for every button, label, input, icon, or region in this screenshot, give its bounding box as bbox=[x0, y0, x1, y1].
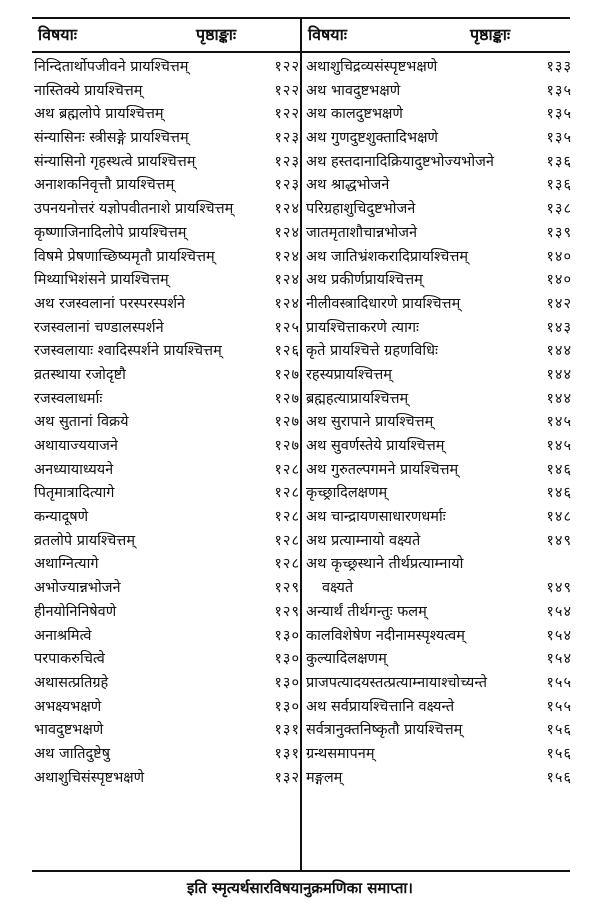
entry-page-number: १२३ bbox=[274, 153, 300, 170]
entry-title: ग्रन्थसमापनम् bbox=[306, 745, 375, 762]
index-entry bbox=[306, 696, 572, 720]
index-entry bbox=[34, 127, 300, 151]
index-entry bbox=[306, 246, 572, 270]
entry-page-number: १४२ bbox=[546, 295, 572, 312]
table-bottom-rule bbox=[32, 870, 570, 872]
entry-page-number: १५५ bbox=[546, 674, 572, 691]
index-entry bbox=[34, 672, 300, 696]
index-entry bbox=[306, 222, 572, 246]
entry-title: अथ गुणदुष्टशुक्तादिभक्षणे bbox=[306, 130, 438, 147]
entry-title: रजस्वलानां चण्डालस्पर्शने bbox=[34, 319, 164, 336]
entry-page-number: १३६ bbox=[546, 153, 572, 170]
index-entry bbox=[34, 435, 300, 459]
entry-page-number: १२३ bbox=[274, 177, 300, 194]
entry-page-number: १३५ bbox=[546, 130, 572, 147]
entry-page-number: १४४ bbox=[546, 390, 572, 407]
index-entry bbox=[34, 743, 300, 767]
index-entry bbox=[306, 151, 572, 175]
index-entry bbox=[306, 317, 572, 341]
entry-title: अथ भावदुष्टभक्षणे bbox=[306, 82, 401, 99]
entry-page-number: १२४ bbox=[274, 201, 300, 218]
index-entry bbox=[34, 269, 300, 293]
index-entry bbox=[34, 174, 300, 198]
entry-title: प्राजपत्यादयस्तत्प्रत्याम्नायाश्चोच्यन्ते bbox=[306, 674, 488, 691]
index-entry bbox=[306, 553, 572, 577]
entry-title: अथ कृच्छ्रस्थाने तीर्थप्रत्याम्नायो bbox=[306, 556, 464, 573]
index-entry bbox=[34, 56, 300, 80]
index-entry bbox=[34, 601, 300, 625]
index-entry bbox=[34, 293, 300, 317]
entry-page-number: १२२ bbox=[274, 59, 300, 75]
entry-page-number: १२८ bbox=[274, 532, 300, 549]
entry-page-number: १४९ bbox=[546, 532, 572, 549]
entry-title: अथ प्रकीर्णप्रायश्चित्तम् bbox=[306, 272, 423, 289]
entry-title: अथ कालदुष्टभक्षणे bbox=[306, 106, 403, 123]
index-entry bbox=[306, 364, 572, 388]
entry-title: अनाशकनिवृत्तौ प्रायश्चित्तम् bbox=[34, 177, 175, 194]
index-entry bbox=[306, 198, 572, 222]
entry-page-number: १४० bbox=[546, 248, 572, 265]
index-entry bbox=[34, 246, 300, 270]
entry-page-number: १२५ bbox=[274, 319, 300, 336]
index-entry bbox=[306, 577, 572, 601]
entry-title: रहस्यप्रायश्चित्तम् bbox=[306, 366, 392, 383]
entry-title: मङ्गलम् bbox=[306, 769, 343, 786]
entry-title: अथ सर्वप्रायश्चित्तानि वक्ष्यन्ते bbox=[306, 698, 455, 715]
entry-page-number: १४४ bbox=[546, 343, 572, 360]
index-entry bbox=[306, 411, 572, 435]
entry-title: अथ सुरापाने प्रायश्चित्तम् bbox=[306, 414, 434, 431]
entry-title: रजस्वलायाः श्वादिस्पर्शने प्रायश्चित्तम् bbox=[34, 343, 222, 360]
index-entry bbox=[306, 127, 572, 151]
entry-title: जातमृताशौचान्नभोजने bbox=[306, 224, 418, 241]
entry-page-number: १४६ bbox=[546, 461, 572, 478]
entry-page-number: १४९ bbox=[546, 580, 572, 597]
index-entry bbox=[34, 553, 300, 577]
index-entry bbox=[306, 648, 572, 672]
entry-title: विषमे प्रेषणाच्छिष्यमृतौ प्रायश्चित्तम् bbox=[34, 248, 215, 265]
index-entry bbox=[34, 222, 300, 246]
entry-title: अनाश्रमित्वे bbox=[34, 627, 92, 644]
entry-title: प्रायश्चित्ताकरणे त्यागः bbox=[306, 319, 419, 336]
entry-title: परपाकरुचित्वे bbox=[34, 651, 105, 668]
index-entry bbox=[306, 103, 572, 127]
entry-page-number: १२२ bbox=[274, 82, 300, 99]
entry-title: नास्तिक्ये प्रायश्चित्तम् bbox=[34, 82, 143, 99]
entry-title: अथाग्नित्यागे bbox=[34, 556, 99, 573]
index-entry bbox=[306, 459, 572, 483]
entry-title: हीनयोनिनिषेवणे bbox=[34, 603, 117, 620]
entry-page-number: १५६ bbox=[546, 769, 572, 786]
index-entry bbox=[34, 648, 300, 672]
entry-page-number: १२३ bbox=[274, 130, 300, 147]
index-entry bbox=[34, 388, 300, 412]
entry-page-number: १३० bbox=[274, 674, 300, 691]
entry-page-number: १४४ bbox=[546, 366, 572, 383]
entry-title: अथ जातिभ्रंशकरादिप्रायश्चित्तम् bbox=[306, 248, 469, 265]
entry-title: कृष्णाजिनादिलोपे प्रायश्चित्तम् bbox=[34, 224, 187, 241]
index-entry bbox=[306, 80, 572, 104]
entry-page-number: १२४ bbox=[274, 295, 300, 312]
entry-page-number: १२८ bbox=[274, 485, 300, 502]
index-entry bbox=[34, 103, 300, 127]
entry-title: संन्यासिनो गृहस्थत्वे प्रायश्चित्तम् bbox=[34, 153, 196, 170]
index-entry bbox=[306, 601, 572, 625]
entry-title: अथ सुवर्णस्तेये प्रायश्चित्तम् bbox=[306, 438, 445, 454]
index-entry bbox=[34, 340, 300, 364]
entry-page-number: १२८ bbox=[274, 556, 300, 573]
index-entry bbox=[306, 625, 572, 649]
entry-page-number: १२८ bbox=[274, 461, 300, 478]
entry-page-number: १३८ bbox=[546, 201, 572, 218]
entry-title: अभोज्यान्नभोजने bbox=[34, 580, 121, 597]
entry-title: अथ चान्द्रायणसाधारणधर्माः bbox=[306, 509, 446, 526]
entry-title: अथ जातिदुष्टेषु bbox=[34, 745, 111, 762]
index-entry bbox=[34, 767, 300, 791]
index-entry bbox=[306, 767, 572, 791]
entry-page-number: १५४ bbox=[546, 603, 572, 620]
index-entry bbox=[306, 506, 572, 530]
index-entry bbox=[306, 672, 572, 696]
entry-page-number: १५६ bbox=[546, 745, 572, 762]
right-subject-heading: विषयाः bbox=[308, 25, 347, 44]
index-entry bbox=[34, 364, 300, 388]
entry-page-number: १२७ bbox=[274, 414, 300, 431]
entry-title: रजस्वलाधर्माः bbox=[34, 390, 103, 407]
entry-title: अथ गुरुतल्पगमने प्रायश्चित्तम् bbox=[306, 461, 459, 478]
index-entry bbox=[306, 56, 572, 80]
entry-page-number: १३५ bbox=[546, 106, 572, 123]
left-column bbox=[34, 56, 300, 790]
left-page-heading: पृष्ठाङ्काः bbox=[196, 25, 237, 44]
index-entry bbox=[306, 269, 572, 293]
entry-page-number: १३१ bbox=[274, 745, 300, 762]
entry-page-number: १४५ bbox=[546, 414, 572, 431]
entry-page-number: १४६ bbox=[546, 485, 572, 502]
entry-page-number: १२६ bbox=[274, 343, 300, 360]
index-entry bbox=[34, 482, 300, 506]
entry-page-number: १५६ bbox=[546, 722, 572, 739]
index-entry bbox=[306, 340, 572, 364]
left-subject-heading: विषयाः bbox=[38, 25, 77, 44]
index-entry bbox=[34, 625, 300, 649]
index-entry bbox=[34, 80, 300, 104]
index-entry bbox=[306, 482, 572, 506]
entry-page-number: १३६ bbox=[546, 177, 572, 194]
entry-page-number: १४३ bbox=[546, 319, 572, 336]
entry-title: ब्रह्महत्याप्रायश्चित्तम् bbox=[306, 390, 409, 407]
index-entry bbox=[306, 743, 572, 767]
entry-title: अथाशुचिसंस्पृष्टभक्षणे bbox=[34, 769, 145, 786]
entry-title: भावदुष्टभक्षणे bbox=[34, 722, 104, 739]
entry-page-number: १२७ bbox=[274, 438, 300, 454]
entry-title: अनध्यायाध्ययने bbox=[34, 461, 114, 478]
entry-title: परिग्रहाशुचिदुष्टभोजने bbox=[306, 201, 416, 218]
index-entry bbox=[34, 530, 300, 554]
entry-page-number: १२९ bbox=[274, 580, 300, 597]
entry-page-number: १२८ bbox=[274, 509, 300, 526]
entry-page-number: १३० bbox=[274, 698, 300, 715]
right-page-heading: पृष्ठाङ्काः bbox=[470, 25, 511, 44]
entry-title: अथाशुचिद्रव्यसंस्पृष्टभक्षणे bbox=[306, 59, 438, 75]
entry-title: व्रतलोपे प्रायश्चित्तम् bbox=[34, 532, 135, 549]
entry-title: पितृमात्रादित्यागे bbox=[34, 485, 115, 502]
entry-page-number: १२७ bbox=[274, 366, 300, 383]
index-entry bbox=[34, 411, 300, 435]
index-entry bbox=[306, 388, 572, 412]
entry-title: संन्यासिनः स्त्रीसङ्गे प्रायश्चित्तम् bbox=[34, 130, 189, 147]
entry-page-number: १२७ bbox=[274, 390, 300, 407]
index-entry bbox=[34, 198, 300, 222]
entry-title: अभक्ष्यभक्षणे bbox=[34, 698, 102, 715]
entry-title: अथ प्रत्याम्नायो वक्ष्यते bbox=[306, 532, 421, 549]
entry-page-number: १५४ bbox=[546, 627, 572, 644]
index-entry bbox=[34, 696, 300, 720]
entry-page-number: १३० bbox=[274, 651, 300, 668]
closing-line: इति स्मृत्यर्थसारविषयानुक्रमणिका समाप्ता। bbox=[186, 879, 413, 897]
entry-title: अथायाज्ययाजने bbox=[34, 438, 118, 454]
entry-title: वक्ष्यते bbox=[322, 580, 354, 597]
entry-title: कृच्छ्रादिलक्षणम् bbox=[306, 485, 388, 502]
entry-title: व्रतस्थाया रजोदृष्टौ bbox=[34, 366, 126, 383]
entry-title: मिथ्याभिशंसने प्रायश्चित्तम् bbox=[34, 272, 169, 289]
index-entry bbox=[306, 719, 572, 743]
entry-page-number: १३५ bbox=[546, 82, 572, 99]
entry-title: अन्यार्थं तीर्थगन्तुः फलम् bbox=[306, 603, 427, 620]
entry-page-number: १३० bbox=[274, 627, 300, 644]
entry-title: अथ सुतानां विक्रये bbox=[34, 414, 129, 431]
entry-title: कृते प्रायश्चित्ते ग्रहणविधिः bbox=[306, 343, 438, 360]
entry-title: कुल्यादिलक्षणम् bbox=[306, 651, 387, 668]
index-entry bbox=[306, 435, 572, 459]
entry-page-number: १२४ bbox=[274, 224, 300, 241]
column-divider bbox=[300, 17, 302, 870]
entry-title: अथ श्राद्धभोजने bbox=[306, 177, 390, 194]
entry-title: कालविशेषेण नदीनामस्पृश्यत्वम् bbox=[306, 627, 465, 644]
entry-title: अथ हस्तदानादिक्रियादुष्टभोज्यभोजने bbox=[306, 153, 494, 170]
index-entry bbox=[34, 577, 300, 601]
entry-page-number: १३१ bbox=[274, 722, 300, 739]
entry-page-number: १४० bbox=[546, 272, 572, 289]
entry-page-number: १४५ bbox=[546, 438, 572, 454]
entry-page-number: १३९ bbox=[546, 224, 572, 241]
index-entry bbox=[34, 506, 300, 530]
index-entry bbox=[34, 317, 300, 341]
entry-title: अथ ब्रह्मलोपे प्रायश्चित्तम् bbox=[34, 106, 164, 123]
index-entry bbox=[34, 151, 300, 175]
index-entry bbox=[306, 174, 572, 198]
index-entry bbox=[306, 293, 572, 317]
entry-page-number: १३२ bbox=[274, 769, 300, 786]
entry-page-number: १२४ bbox=[274, 272, 300, 289]
entry-title: निन्दितार्थोपजीवने प्रायश्चित्तम् bbox=[34, 59, 189, 75]
entry-title: नीलीवस्त्रादिधारणे प्रायश्चित्तम् bbox=[306, 295, 461, 312]
entry-page-number: १२२ bbox=[274, 106, 300, 123]
entry-title: कन्यादूषणे bbox=[34, 509, 89, 526]
entry-title: सर्वत्रानुक्तनिष्कृतौ प्रायश्चित्तम् bbox=[306, 722, 463, 739]
entry-page-number: १५५ bbox=[546, 698, 572, 715]
right-column bbox=[306, 56, 572, 790]
entry-page-number: १५४ bbox=[546, 651, 572, 668]
entry-page-number: १४८ bbox=[546, 509, 572, 526]
entry-title: अथ रजस्वलानां परस्परस्पर्शने bbox=[34, 295, 186, 312]
entry-title: अथासत्प्रतिग्रहे bbox=[34, 674, 109, 691]
index-entry bbox=[306, 530, 572, 554]
index-entry bbox=[34, 459, 300, 483]
entry-page-number: १२४ bbox=[274, 248, 300, 265]
entry-page-number: १२९ bbox=[274, 603, 300, 620]
entry-title: उपनयनोत्तरं यज्ञोपवीतनाशे प्रायश्चित्तम् bbox=[34, 201, 234, 218]
index-entry bbox=[34, 719, 300, 743]
entry-page-number: १३३ bbox=[546, 59, 572, 75]
